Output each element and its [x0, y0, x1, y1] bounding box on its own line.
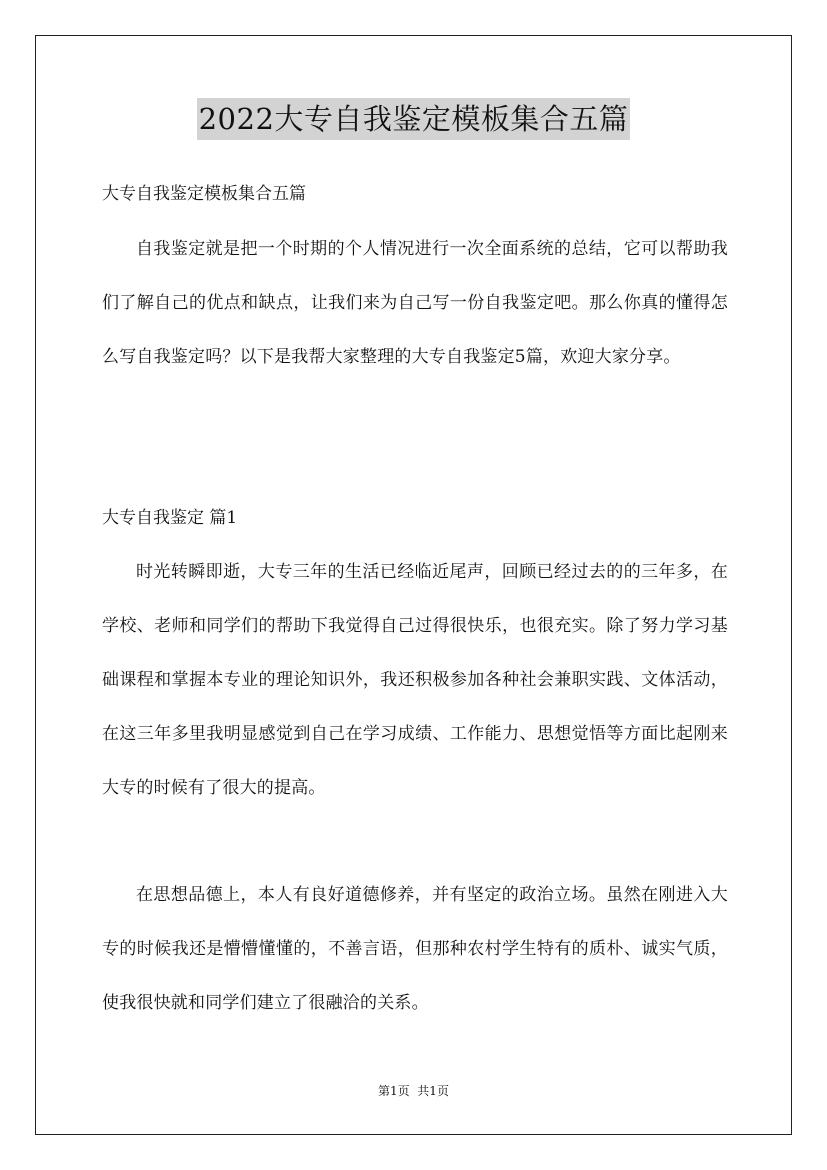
intro-paragraph: 自我鉴定就是把一个时期的个人情况进行一次全面系统的总结，它可以帮助我们了解自己的优点和缺点，让我们来为自己写一份自我鉴定吧。那么你真的懂得怎么写自我鉴定吗？以下是我帮大家整理的大专自我鉴定5篇，欢迎大家分享。: [102, 239, 728, 367]
document-subtitle: 大专自我鉴定模板集合五篇: [102, 184, 306, 204]
page-footer: [0, 1082, 827, 1100]
section-heading: 大专自我鉴定 篇1: [102, 508, 238, 528]
document-title: 2022大专自我鉴定模板集合五篇: [197, 98, 631, 140]
title-container: [0, 98, 827, 140]
page-number-label: 第1页 共1页: [378, 1084, 449, 1098]
body-paragraph-1: 时光转瞬即逝，大专三年的生活已经临近尾声，回顾已经过去的的三年多，在学校、老师和同学们的帮助下我觉得自己过得很快乐，也很充实。除了努力学习基础课程和掌握本专业的理论知识外，我还积极参加各种社会兼职实践、文体活动，在这三年多里我明显感觉到自己在学习成绩、工作能力、思想觉悟等方面比起刚来大专的时候有了很大的提高。: [102, 562, 728, 798]
body-paragraph-2: 在思想品德上，本人有良好道德修养，并有坚定的政治立场。虽然在刚进入大专的时候我还是懵懵懂懂的，不善言语，但那种农村学生特有的质朴、诚实气质，使我很快就和同学们建立了很融洽的关系。: [102, 885, 728, 1013]
